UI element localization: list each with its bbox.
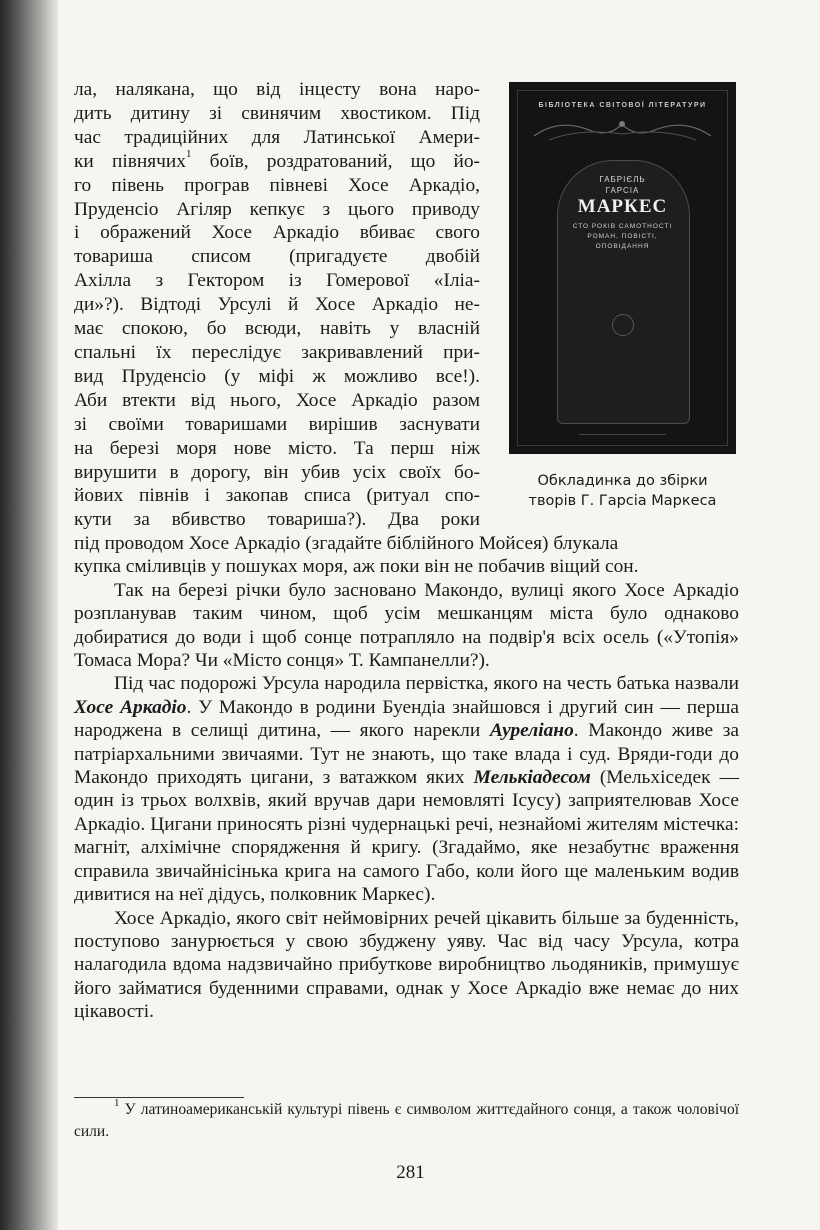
text-line: вид Пруденсіо (у міфі ж можливо все!). xyxy=(74,365,480,387)
cover-subtitle: СТО РОКІВ САМОТНОСТІ РОМАН, ПОВІСТІ, ОПОВІДАННЯ xyxy=(572,223,673,250)
cover-emblem xyxy=(612,314,634,336)
page-number: 281 xyxy=(396,1162,425,1183)
paragraph-journey: Під час подорожі Урсула народила первістка, якого на честь батька назвали Хосе Аркадіо. У Макондо в родини Буендіа знайшовся і другий син — перша народжена в селищі дитина, — якого нарекли Ауреліано. Макондо живе за патріархальними звичаями. Тут не знають, що таке влада і суд. Вряди-годи до Макондо приходять цигани, з ватажком яких Мелькіадесом (Мельхіседек — один із трьох волхвів, який вручав дари немовляті Ісусу) заприятелював Хосе Аркадіо. Цигани приносять різні чудернацькі речі, незнайомі жителям містечка: магніт, алхімічне спорядження й кригу. (Згадаймо, яке незабутнє враження справила звичайнісінька крига на самого Габо, коли його ще маленьким водив дивитися на неї дідусь, полковник Маркес). xyxy=(74,673,739,906)
text-line: Аби втекти від нього, Хосе Аркадіо разом xyxy=(74,389,480,411)
text-line: товариша списом (пригадуєте двобій xyxy=(74,246,480,268)
cover-ornament xyxy=(529,116,716,144)
text-line: кути за вбивство товариша?). Два роки xyxy=(74,509,480,531)
character-name: Ауреліано xyxy=(489,720,574,742)
text-line: ди»?). Відтоді Урсулі й Хосе Аркадіо не- xyxy=(74,294,480,316)
image-caption: Обкладинка до збірки творів Г. Гарсіа Маркеса xyxy=(528,473,717,509)
text-line: вирушити в дорогу, він убив усіх своїх бо- xyxy=(74,461,480,483)
character-name: Мелькіадесом xyxy=(473,767,591,789)
cover-surname: МАРКЕС xyxy=(577,196,668,217)
wrapped-text-column xyxy=(74,78,480,532)
paragraph-makondo: Так на березі річки було засновано Макондо, вулиці якого Хосе Аркадіо розпланував таким чином, щоб усім мешканцям міста було однаково добиратися до води і щоб сонце потрапляло на подвір'я всіх осель («Утопія» Томаса Мора? Чи «Місто сонця» Т. Кампанелли?). xyxy=(74,579,739,672)
text-line: дить дитину зі свинячим хвостиком. Під xyxy=(74,102,480,124)
text-line: на березі моря нове місто. Та перш ніж xyxy=(74,437,480,459)
text-line: йових півнів і закопав списа (ритуал спо- xyxy=(74,485,480,507)
footnote: $^1$ У латиноамериканській культурі півень є символом життєдайного сонця, а також чоловічої сили. xyxy=(74,1097,739,1140)
paragraph-continuation: під проводом Хосе Аркадіо (згадайте біблійного Мойсея) блукала купка сміливців у пошуках моря, аж поки він не побачив віщий сон. xyxy=(74,533,639,578)
text-line: го півень програв півневі Хосе Аркадіо, xyxy=(74,174,480,196)
paragraph-imagination: Хосе Аркадіо, якого світ неймовірних речей цікавить більше за буденність, поступово занурюється у свою збуджену уяву. Час від часу Урсула, котра налагодила вдома надзвичайно прибуткове виробництво льодяників, примушує його займатися буденними справами, однак у Хосе Аркадіо вже немає до них цікавості. xyxy=(74,907,739,1023)
footnote-separator xyxy=(74,1097,244,1098)
book-spine-shadow xyxy=(0,0,58,1230)
book-cover-image xyxy=(509,82,736,454)
text-line: ки півнячих$^1$ боїв, роздратований, що йо- xyxy=(74,147,480,172)
text-line: зі своїми товаришами вирішив заснувати xyxy=(74,413,480,435)
text-line: Пруденсіо Агіляр кепкує з цього приводу xyxy=(74,198,480,220)
character-name: Хосе Аркадіо xyxy=(74,696,187,718)
text-line: спальні їх переслідує закривавлений при- xyxy=(74,341,480,363)
text-line: і ображений Хосе Аркадіо вбиває свого xyxy=(74,222,480,244)
text-line: Ахілла з Гектором із Гомерової «Іліа- xyxy=(74,270,480,292)
text-line: час традиційних для Латинської Амери- xyxy=(74,126,480,148)
full-width-text xyxy=(74,532,739,1024)
cover-series-title: БІБЛІОТЕКА СВІТОВОЇ ЛІТЕРАТУРИ xyxy=(538,102,707,109)
cover-bottom-ornament xyxy=(579,434,666,435)
cover-author: ГАБРІЄЛЬ ГАРСІА xyxy=(599,175,646,195)
book-page xyxy=(58,0,820,1230)
text-line: ла, налякана, що від інцесту вона наро- xyxy=(74,79,480,100)
text-line: має спокою, бо всюди, навіть у власній xyxy=(74,318,480,340)
